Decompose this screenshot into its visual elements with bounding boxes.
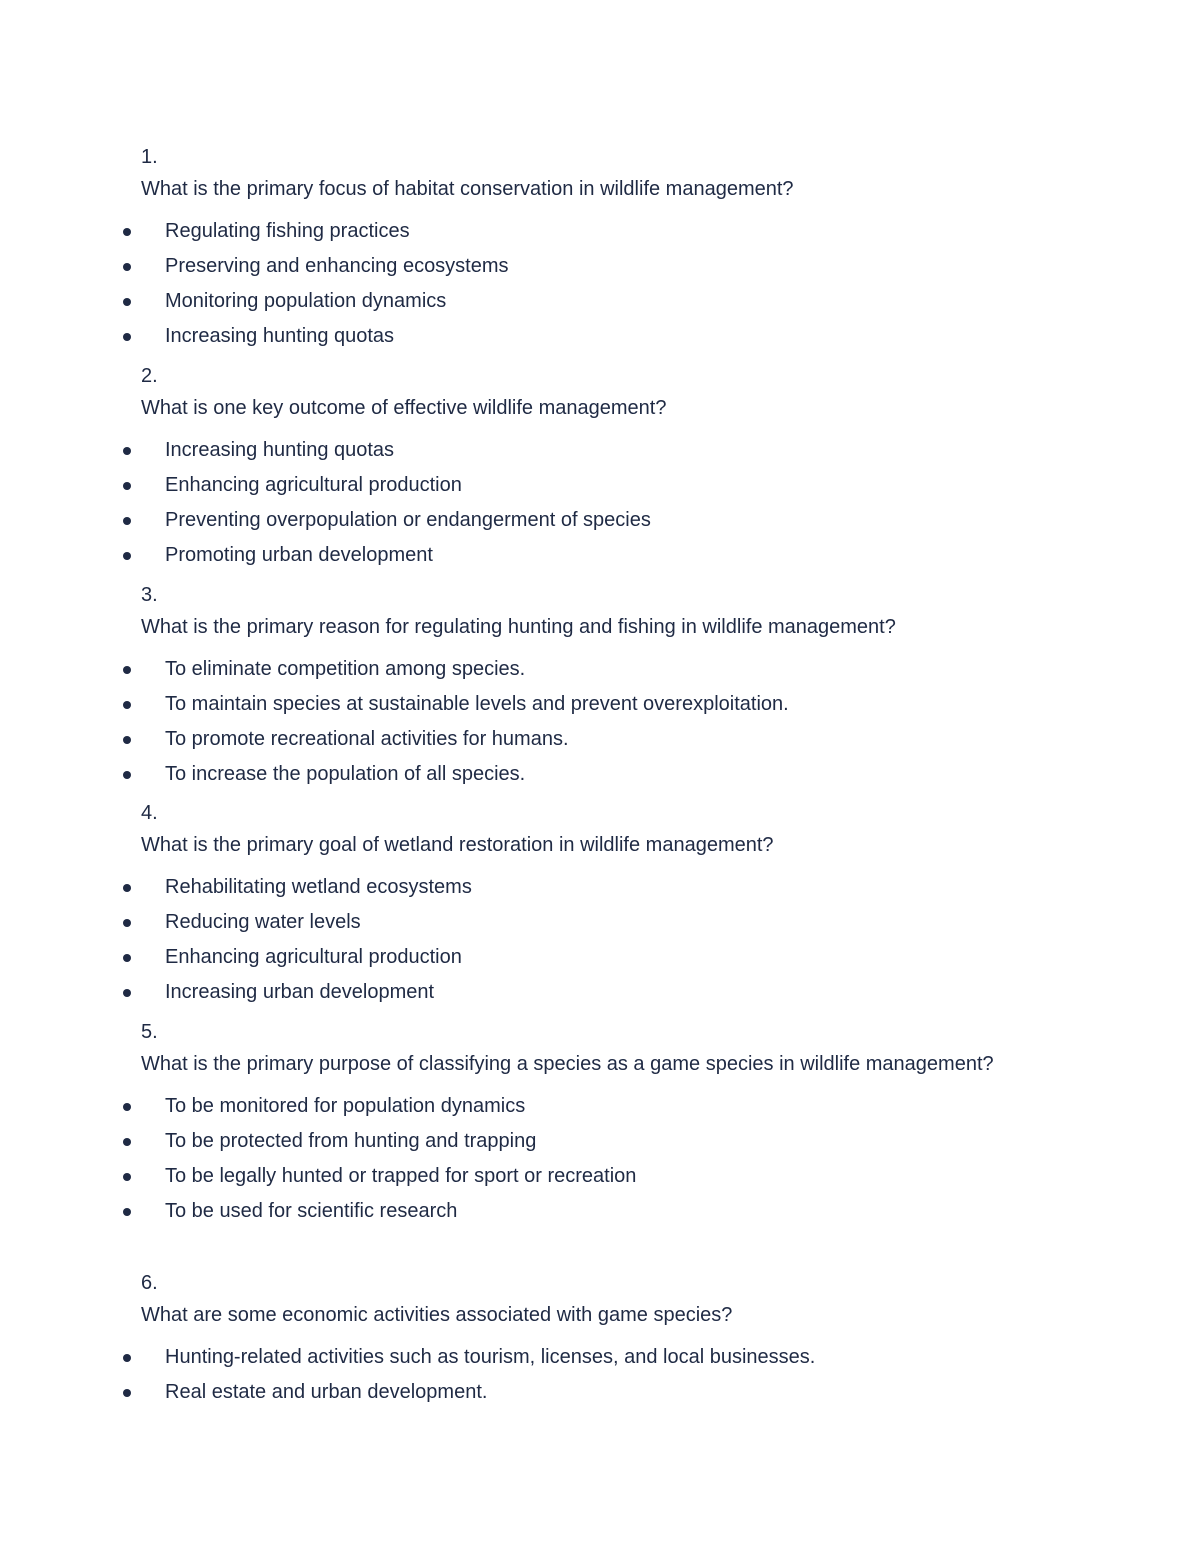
bullet-icon	[123, 447, 131, 455]
question-2	[141, 361, 1041, 573]
bullet-icon	[123, 1173, 131, 1181]
option-list	[127, 870, 1041, 1010]
option-text: Increasing hunting quotas	[165, 439, 395, 461]
option-item	[127, 1340, 1041, 1375]
option-item	[127, 1375, 1041, 1410]
option-text: To be used for scientific research	[165, 1200, 458, 1222]
option-item	[127, 503, 1041, 538]
option-item	[127, 757, 1041, 792]
question-number: 5.	[141, 1021, 158, 1043]
option-item	[127, 1124, 1001, 1159]
question-5	[141, 1017, 1001, 1229]
option-text: Reducing water levels	[165, 911, 361, 933]
option-text: To promote recreational activities for humans.	[165, 728, 569, 750]
bullet-icon	[123, 701, 131, 709]
option-text: Preserving and enhancing ecosystems	[165, 255, 509, 277]
bullet-icon	[123, 552, 131, 560]
option-list	[127, 652, 1041, 792]
bullet-icon	[123, 771, 131, 779]
question-text: What is the primary goal of wetland restoration in wildlife management?	[141, 834, 774, 856]
bullet-icon	[123, 736, 131, 744]
question-text: What is the primary purpose of classifying a species as a game species in wildlife management?	[141, 1053, 994, 1075]
option-list	[127, 1340, 1041, 1410]
bullet-icon	[123, 954, 131, 962]
option-text: Promoting urban development	[165, 544, 433, 566]
bullet-icon	[123, 228, 131, 236]
question-text: What is one key outcome of effective wildlife management?	[141, 397, 667, 419]
option-list	[127, 214, 1041, 354]
bullet-icon	[123, 1138, 131, 1146]
option-item	[127, 319, 1041, 354]
bullet-icon	[123, 1389, 131, 1397]
option-list	[127, 433, 1041, 573]
bullet-icon	[123, 989, 131, 997]
question-text: What is the primary reason for regulating hunting and fishing in wildlife management?	[141, 616, 896, 638]
option-text: Monitoring population dynamics	[165, 290, 447, 312]
option-item	[127, 940, 1041, 975]
bullet-icon	[123, 919, 131, 927]
question-number: 4.	[141, 802, 158, 824]
option-text: Real estate and urban development.	[165, 1381, 488, 1403]
option-item	[127, 1089, 1001, 1124]
option-text: Enhancing agricultural production	[165, 474, 462, 496]
bullet-icon	[123, 298, 131, 306]
option-item	[127, 249, 1041, 284]
option-list	[127, 1089, 1001, 1229]
bullet-icon	[123, 1208, 131, 1216]
option-text: Increasing urban development	[165, 981, 435, 1003]
question-text: What is the primary focus of habitat conservation in wildlife management?	[141, 178, 794, 200]
option-text: To maintain species at sustainable levels and prevent overexploitation.	[165, 693, 789, 715]
bullet-icon	[123, 517, 131, 525]
bullet-icon	[123, 263, 131, 271]
option-item	[127, 687, 1041, 722]
question-number: 3.	[141, 584, 158, 606]
bullet-icon	[123, 333, 131, 341]
question-1	[141, 142, 1041, 354]
question-3	[141, 580, 1041, 792]
bullet-icon	[123, 1354, 131, 1362]
option-item	[127, 1159, 1001, 1194]
option-text: Enhancing agricultural production	[165, 946, 462, 968]
question-6	[141, 1268, 1041, 1410]
option-text: Hunting-related activities such as tourism, licenses, and local businesses.	[165, 1346, 816, 1368]
option-text: Preventing overpopulation or endangerment of species	[165, 509, 651, 531]
bullet-icon	[123, 666, 131, 674]
option-item	[127, 538, 1041, 573]
bullet-icon	[123, 1103, 131, 1111]
option-text: Rehabilitating wetland ecosystems	[165, 876, 472, 898]
option-text: To increase the population of all species.	[165, 763, 526, 785]
question-number: 6.	[141, 1272, 158, 1294]
option-item	[127, 975, 1041, 1010]
option-item	[127, 468, 1041, 503]
question-number: 1.	[141, 146, 158, 168]
question-number: 2.	[141, 365, 158, 387]
option-text: Increasing hunting quotas	[165, 325, 395, 347]
option-item	[127, 433, 1041, 468]
option-item	[127, 284, 1041, 319]
option-text: To be legally hunted or trapped for sport or recreation	[165, 1165, 637, 1187]
bullet-icon	[123, 482, 131, 490]
option-text: To be monitored for population dynamics	[165, 1095, 526, 1117]
option-item	[127, 905, 1041, 940]
question-text: What are some economic activities associated with game species?	[141, 1304, 733, 1326]
option-text: To eliminate competition among species.	[165, 658, 526, 680]
option-item	[127, 1194, 1001, 1229]
option-text: Regulating fishing practices	[165, 220, 410, 242]
option-item	[127, 722, 1041, 757]
option-item	[127, 652, 1041, 687]
bullet-icon	[123, 884, 131, 892]
option-item	[127, 214, 1041, 249]
option-text: To be protected from hunting and trapping	[165, 1130, 537, 1152]
option-item	[127, 870, 1041, 905]
question-4	[141, 798, 1041, 1010]
